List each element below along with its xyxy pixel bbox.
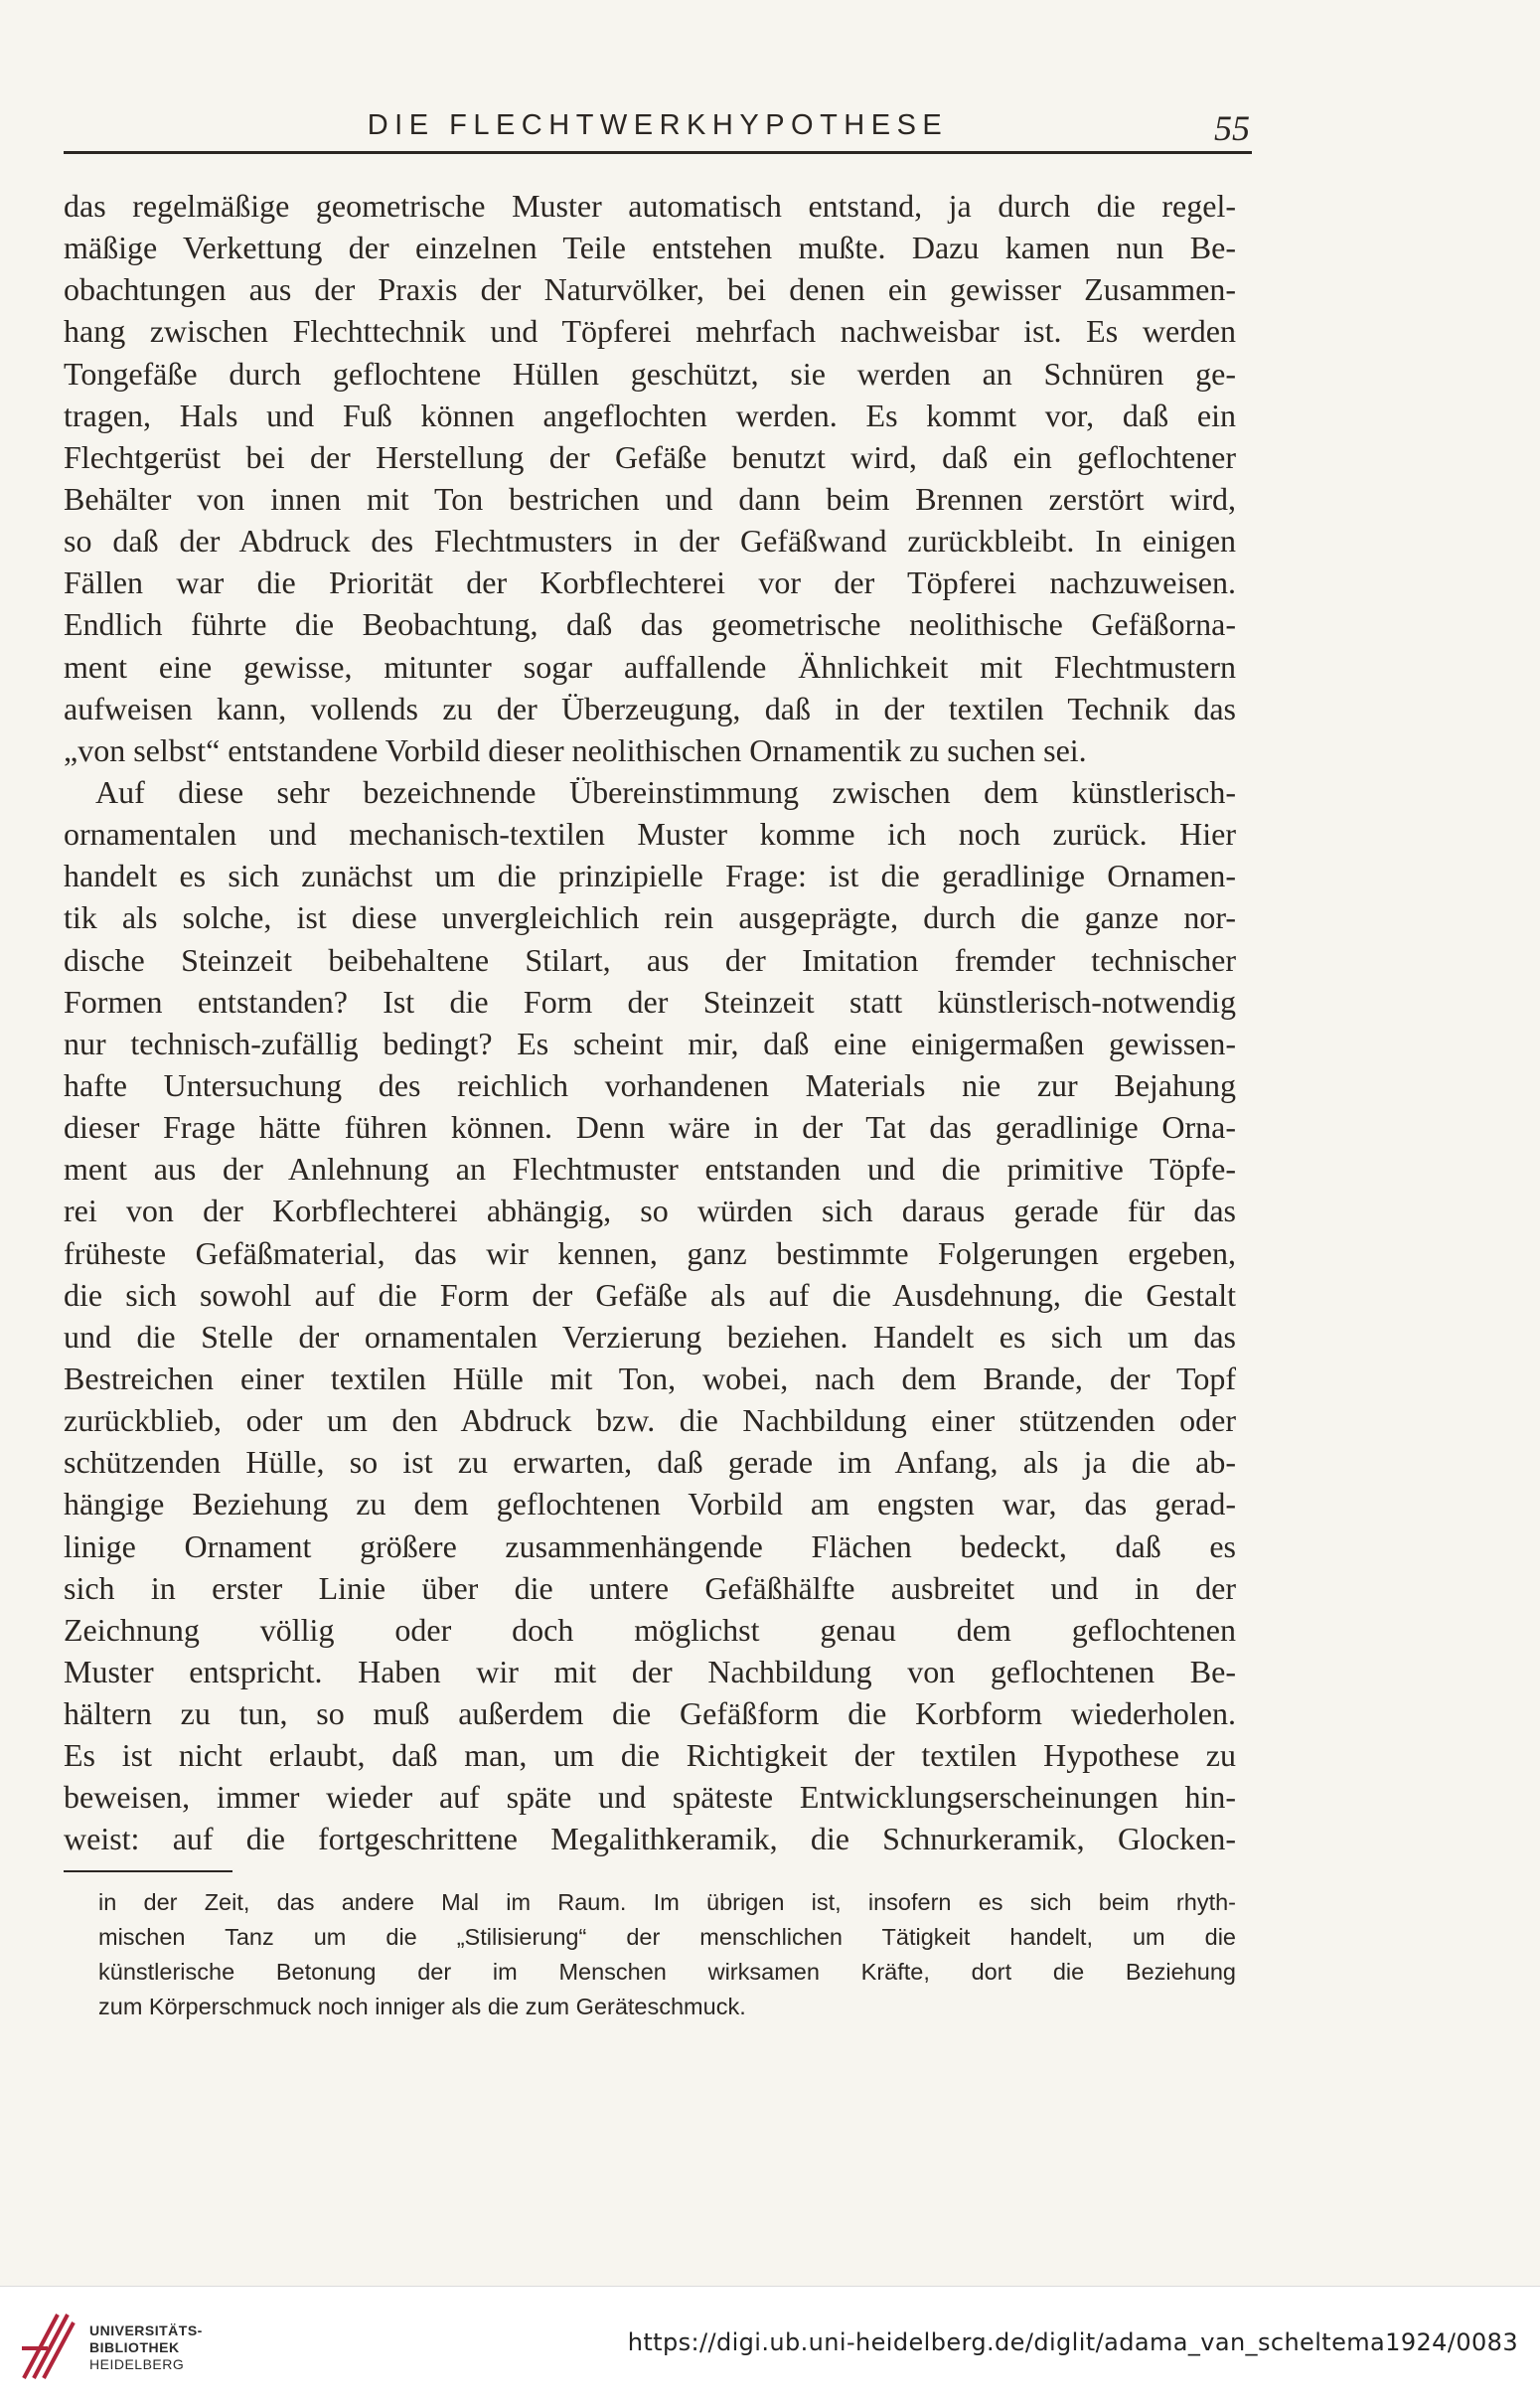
footnote [98, 1885, 1236, 2024]
text-line: obachtungen aus der Praxis der Naturvölker, bei denen ein gewisser Zusammen- [64, 271, 1236, 308]
library-name [89, 2323, 203, 2373]
library-name-line: HEIDELBERG [89, 2356, 185, 2372]
text-line: die sich sowohl auf die Form der Gefäße als auf die Ausdehnung, die Gestalt [64, 1276, 1236, 1313]
header-rule [64, 151, 1252, 154]
library-name-line: UNIVERSITÄTS- [89, 2323, 203, 2338]
text-line: tragen, Hals und Fuß können angeflochten werden. Es kommt vor, daß ein [64, 397, 1236, 433]
text-line: Es ist nicht erlaubt, daß man, um die Richtigkeit der textilen Hypothese zu [64, 1737, 1236, 1774]
text-line: dische Steinzeit beibehaltene Stilart, aus der Imitation fremder technischer [64, 941, 1236, 978]
text-line: beweisen, immer wieder auf späte und späteste Entwicklungserscheinungen hin- [64, 1779, 1236, 1816]
text-line: aufweisen kann, vollends zu der Überzeugung, daß in der textilen Technik das [64, 690, 1236, 726]
text-line: Flechtgerüst bei der Herstellung der Gefäße benutzt wird, daß ein geflochtener [64, 438, 1236, 475]
text-line: ment aus der Anlehnung an Flechtmuster entstanden und die primitive Töpfe- [64, 1151, 1236, 1188]
text-line: weist: auf die fortgeschrittene Megalithkeramik, die Schnurkeramik, Glocken- [64, 1821, 1236, 1857]
text-line: „von selbst“ entstandene Vorbild dieser neolithischen Ornamentik zu suchen sei. [64, 731, 1087, 768]
text-line: dieser Frage hätte führen können. Denn wäre in der Tat das geradlinige Orna- [64, 1109, 1236, 1146]
text-line: handelt es sich zunächst um die prinzipielle Frage: ist die geradlinige Ornamen- [64, 858, 1236, 894]
text-line: früheste Gefäßmaterial, das wir kennen, ganz bestimmte Folgerungen ergeben, [64, 1234, 1236, 1271]
text-line: so daß der Abdruck des Flechtmusters in der Gefäßwand zurückbleibt. In einigen [64, 523, 1236, 560]
text-line: hängige Beziehung zu dem geflochtenen Vorbild am engsten war, das gerad- [64, 1486, 1236, 1522]
running-title: DIE FLECHTWERKHYPOTHESE [367, 109, 949, 141]
library-name-line: BIBLIOTHEK [89, 2339, 180, 2355]
footnote-line: mischen Tanz um die „Stilisierung“ der menschlichen Tätigkeit handelt, um die [98, 1924, 1236, 1950]
page-number: 55 [1214, 108, 1250, 148]
text-line: hang zwischen Flechttechnik und Töpferei mehrfach nachweisbar ist. Es werden [64, 313, 1236, 350]
text-line: Fällen war die Priorität der Korbflechterei vor der Töpferei nachzuweisen. [64, 564, 1236, 601]
text-line: hältern zu tun, so muß außerdem die Gefäßform die Korbform wiederholen. [64, 1695, 1236, 1732]
permalink-url[interactable]: https://digi.ub.uni-heidelberg.de/diglit/adama_van_scheltema1924/0083 [627, 2328, 1518, 2356]
text-line: schützenden Hülle, so ist zu erwarten, daß gerade im Anfang, als ja die ab- [64, 1444, 1236, 1481]
text-line: zurückblieb, oder um den Abdruck bzw. die Nachbildung einer stützenden oder [64, 1402, 1236, 1439]
text-line: Formen entstanden? Ist die Form der Steinzeit statt künstlerisch-notwendig [64, 983, 1236, 1020]
text-line: Bestreichen einer textilen Hülle mit Ton, wobei, nach dem Brande, der Topf [64, 1360, 1236, 1396]
text-line: das regelmäßige geometrische Muster automatisch entstand, ja durch die regel- [64, 188, 1236, 224]
text-line: ment eine gewisse, mitunter sogar auffallende Ähnlichkeit mit Flechtmustern [64, 648, 1236, 685]
footnote-rule [64, 1870, 232, 1872]
viewer-footer [0, 2286, 1540, 2403]
text-line: tik als solche, ist diese unvergleichlich rein ausgeprägte, durch die ganze nor- [64, 899, 1236, 936]
text-line: hafte Untersuchung des reichlich vorhandenen Materials nie zur Bejahung [64, 1066, 1236, 1103]
text-line: Zeichnung völlig oder doch möglichst genau dem geflochtenen [64, 1611, 1236, 1648]
text-line: linige Ornament größere zusammenhängende Flächen bedeckt, daß es [64, 1527, 1236, 1564]
footnote-line: zum Körperschmuck noch inniger als die zum Geräteschmuck. [98, 1994, 746, 2019]
text-line: und die Stelle der ornamentalen Verzierung beziehen. Handelt es sich um das [64, 1318, 1236, 1355]
text-line: nur technisch-zufällig bedingt? Es scheint mir, daß eine einigermaßen gewissen- [64, 1025, 1236, 1061]
text-line: Tongefäße durch geflochtene Hüllen geschützt, sie werden an Schnüren ge- [64, 355, 1236, 392]
running-head [64, 101, 1252, 153]
ub-heidelberg-logo-icon[interactable] [18, 2309, 79, 2384]
text-line: Auf diese sehr bezeichnende Übereinstimmung zwischen dem künstlerisch- [95, 773, 1236, 810]
body-text [64, 185, 1236, 1860]
text-line: sich in erster Linie über die untere Gefäßhälfte ausbreitet und in der [64, 1569, 1236, 1606]
footnote-line: in der Zeit, das andere Mal im Raum. Im übrigen ist, insofern es sich beim rhyth- [98, 1889, 1236, 1915]
text-line: Behälter von innen mit Ton bestrichen und dann beim Brennen zerstört wird, [64, 480, 1236, 517]
footnote-line: künstlerische Betonung der im Menschen wirksamen Kräfte, dort die Beziehung [98, 1959, 1236, 1985]
text-line: mäßige Verkettung der einzelnen Teile entstehen mußte. Dazu kamen nun Be- [64, 230, 1236, 266]
text-line: Endlich führte die Beobachtung, daß das geometrische neolithische Gefäßorna- [64, 606, 1236, 643]
text-line: ornamentalen und mechanisch-textilen Muster komme ich noch zurück. Hier [64, 816, 1236, 853]
text-line: Muster entspricht. Haben wir mit der Nachbildung von geflochtenen Be- [64, 1653, 1236, 1689]
text-line: rei von der Korbflechterei abhängig, so würden sich daraus gerade für das [64, 1193, 1236, 1229]
